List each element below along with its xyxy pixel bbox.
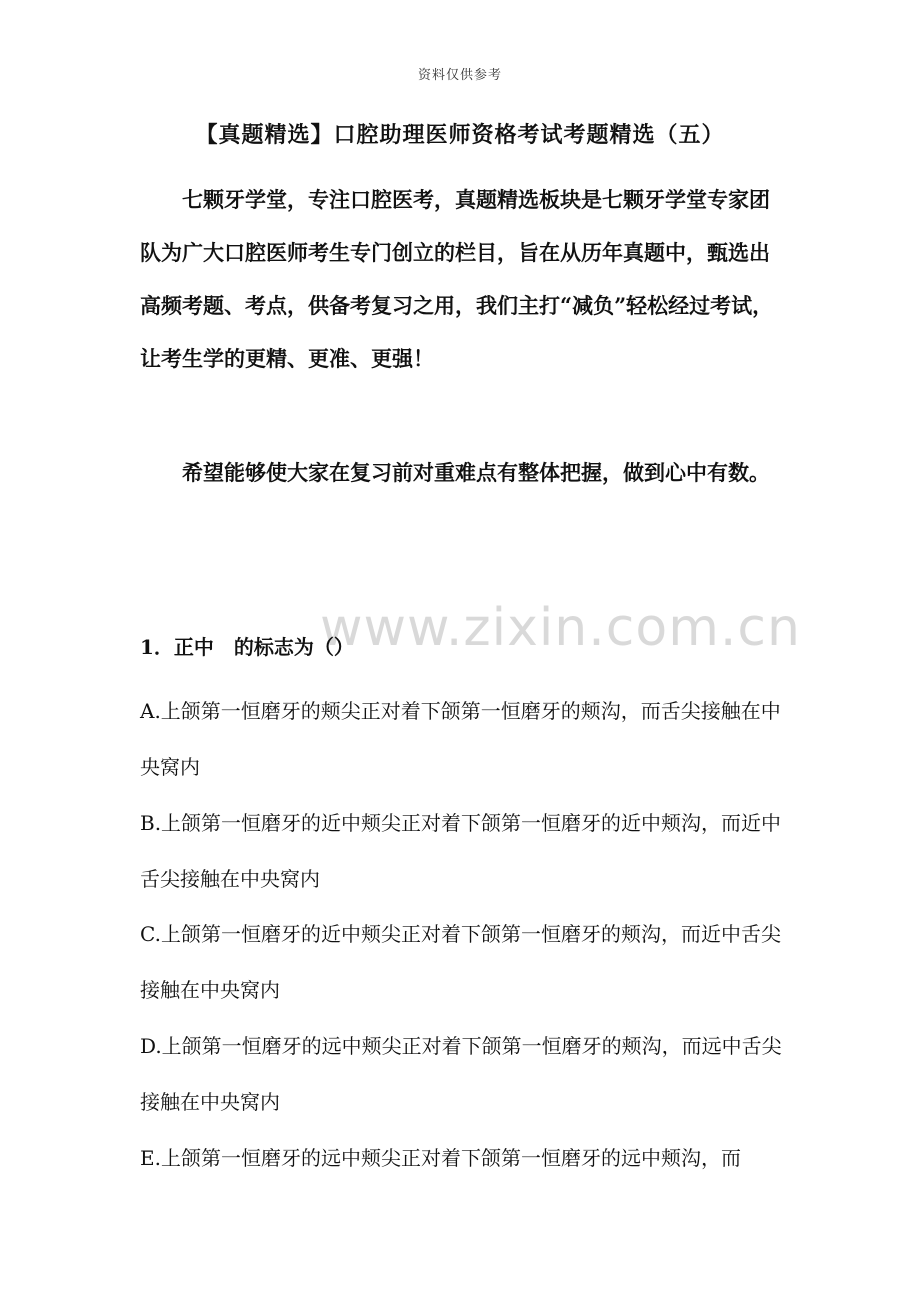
option-a: A.上颌第一恒磨牙的颊尖正对着下颌第一恒磨牙的颊沟，而舌尖接触在中央窝内: [140, 699, 781, 779]
option-b: B.上颌第一恒磨牙的近中颊尖正对着下颌第一恒磨牙的近中颊沟，而近中舌尖接触在中央窝内: [140, 811, 782, 891]
hope-paragraph: 希望能够使大家在复习前对重难点有整体把握，做到心中有数。: [182, 460, 770, 485]
question-stem: 1．正中 的标志为（）: [140, 635, 354, 659]
header-note: 资料仅供参考: [417, 68, 502, 83]
document-title: 【真题精选】口腔助理医师资格考试考题精选（五）: [195, 122, 725, 148]
option-e: E.上颌第一恒磨牙的远中颊尖正对着下颌第一恒磨牙的远中颊沟，而: [140, 1146, 741, 1170]
option-d: D.上颌第一恒磨牙的远中颊尖正对着下颌第一恒磨牙的颊沟，而远中舌尖接触在中央窝内: [140, 1034, 782, 1114]
intro-paragraph: 七颗牙学堂，专注口腔医考，真题精选板块是七颗牙学堂专家团队为广大口腔医师考生专门创立的栏目，旨在从历年真题中，甄选出高频考题、考点，供备考复习之用，我们主打“减负”轻松经过考试，让考生学的更精、更准、更强！: [140, 187, 774, 371]
option-c: C.上颌第一恒磨牙的近中颊尖正对着下颌第一恒磨牙的颊沟，而近中舌尖接触在中央窝内: [140, 922, 781, 1002]
watermark: www.zixin.com.cn: [320, 598, 801, 658]
